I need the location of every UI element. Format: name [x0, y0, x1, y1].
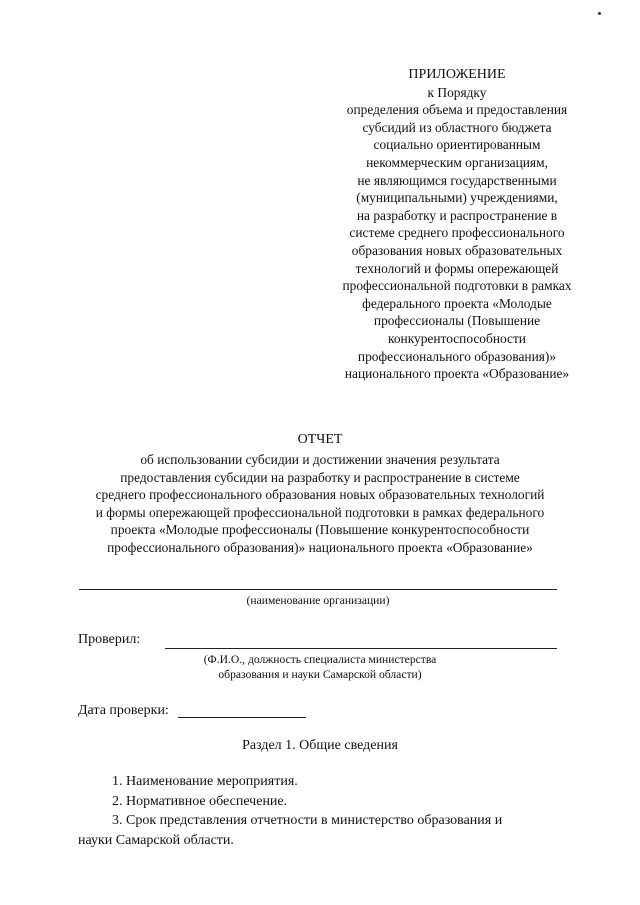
report-line: об использовании субсидии и достижении значения результата	[140, 452, 500, 467]
report-line: проекта «Молодые профессионалы (Повышение конкурентоспособности	[110, 522, 530, 538]
checked-by-caption	[165, 652, 475, 682]
checked-caption-line: образования и науки Самарской области)	[218, 668, 422, 681]
report-line: профессионального образования)» национального проекта «Образование»	[107, 539, 533, 555]
checked-by-label: Проверил:	[78, 632, 141, 647]
appendix-line: на разработку и распространение в	[356, 207, 558, 223]
appendix-line: профессионального образования)»	[357, 348, 557, 364]
check-date-field[interactable]	[178, 717, 306, 718]
scan-speck	[598, 12, 601, 15]
list-item: 3. Срок представления отчетности в министерство образования и	[112, 813, 503, 828]
appendix-line: профессиональной подготовки в рамках	[342, 278, 572, 294]
appendix-line: к Порядку	[427, 84, 487, 100]
list-item-continuation: науки Самарской области.	[78, 832, 234, 848]
report-subtitle	[40, 451, 600, 557]
checked-caption-line: (Ф.И.О., должность специалиста министерства	[203, 653, 437, 666]
report-line: предоставления субсидии на разработку и распространение в системе	[120, 469, 520, 485]
appendix-line: конкурентоспособности	[388, 330, 526, 346]
appendix-line: субсидий из областного бюджета	[362, 119, 552, 135]
report-line: среднего профессионального образования новых образовательных технологий	[95, 487, 545, 503]
checked-by-field[interactable]	[165, 648, 557, 649]
appendix-line: профессионалы (Повышение	[373, 313, 541, 329]
list-item: 1. Наименование мероприятия.	[112, 774, 298, 789]
appendix-line: технологий и формы опережающей	[355, 260, 559, 276]
appendix-line: национального проекта «Образование»	[344, 366, 570, 382]
list-item: 2. Нормативное обеспечение.	[112, 793, 288, 809]
appendix-line: определения объема и предоставления	[346, 102, 568, 118]
section-title: Раздел 1. Общие сведения	[242, 738, 398, 753]
appendix-line: социально ориентированным	[373, 137, 541, 153]
appendix-line: не являющимся государственными	[357, 172, 557, 188]
appendix-line: образования новых образовательных	[351, 242, 563, 258]
report-title: ОТЧЕТ	[297, 432, 343, 447]
appendix-line: федерального проекта «Молодые	[362, 295, 552, 311]
organization-name-field[interactable]	[79, 589, 557, 590]
appendix-line: системе среднего профессионального	[349, 225, 565, 241]
section-items	[78, 772, 558, 850]
report-line: и формы опережающей профессиональной подготовки в рамках федерального	[95, 504, 545, 520]
appendix-heading: ПРИЛОЖЕНИЕ	[408, 67, 506, 82]
appendix-block	[318, 66, 596, 383]
organization-caption: (наименование организации)	[246, 594, 390, 607]
appendix-line: (муниципальными) учреждениями,	[356, 190, 558, 206]
appendix-line: некоммерческим организациям,	[366, 154, 548, 170]
check-date-label: Дата проверки:	[78, 703, 169, 718]
